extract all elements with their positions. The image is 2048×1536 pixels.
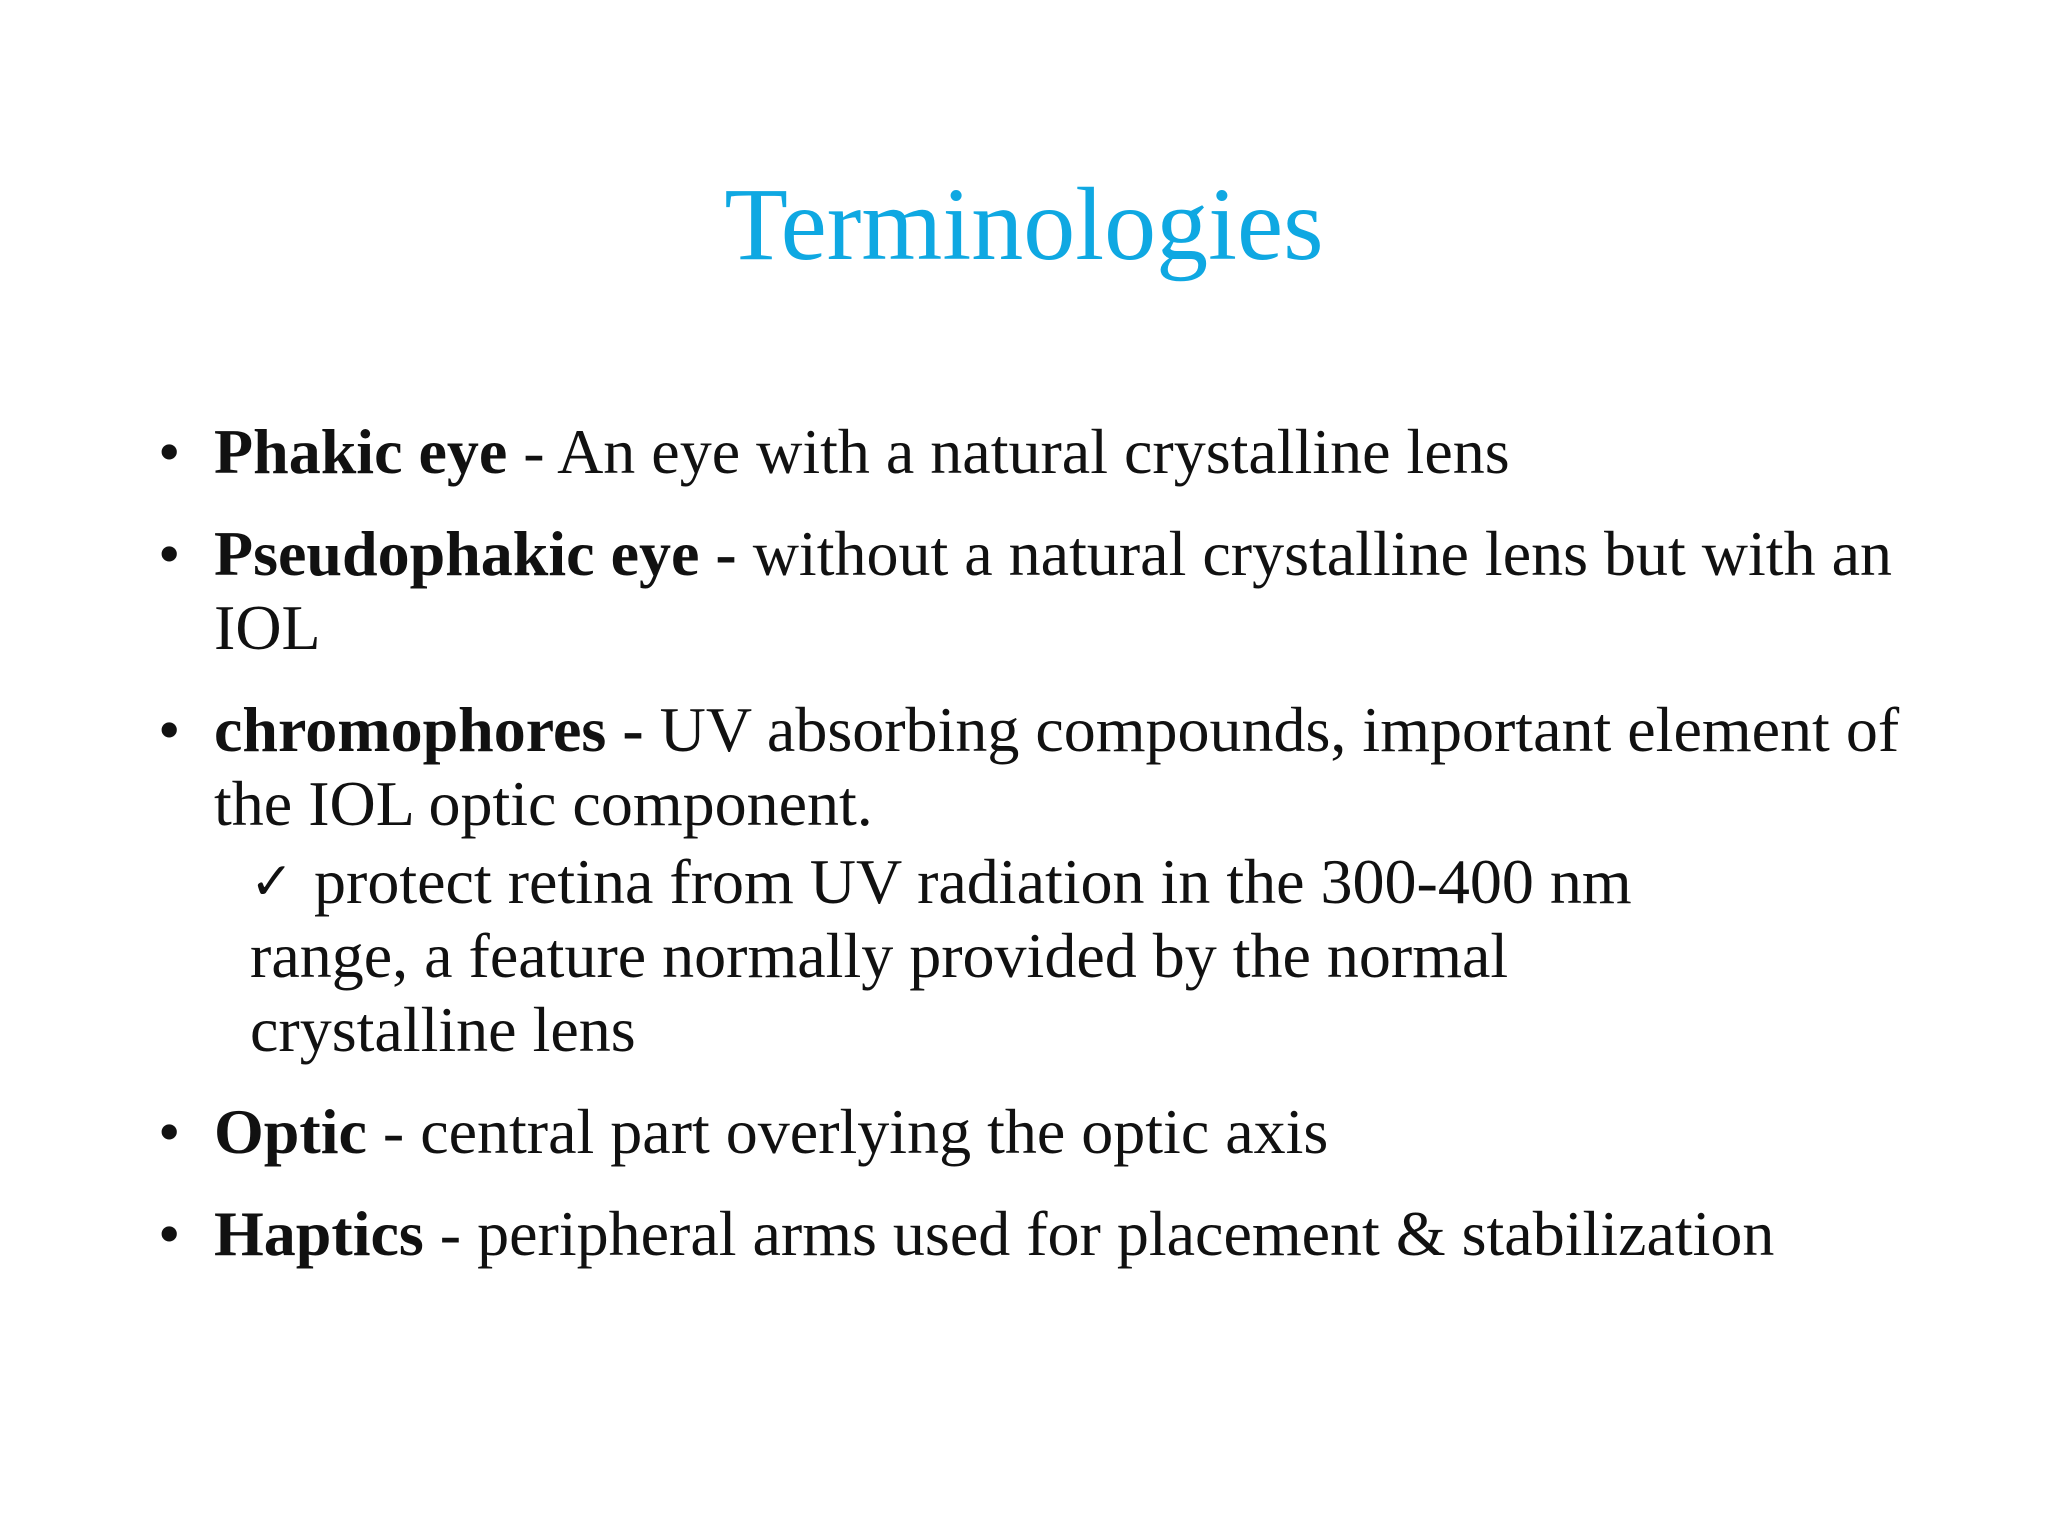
- term-separator: -: [507, 416, 558, 487]
- term-label: Haptics: [214, 1198, 424, 1269]
- term-list: [150, 415, 1990, 1299]
- term-description: peripheral arms used for placement & stabilization: [477, 1198, 1775, 1269]
- term-separator: [644, 694, 660, 765]
- list-item-phakic-eye: [150, 415, 1990, 489]
- term-separator: -: [366, 1096, 421, 1167]
- bullet-icon: •: [158, 416, 181, 487]
- sub-item-text: protect retina from UV radiation in the 300-400 nm range, a feature normally provided by the normal crystalline lens: [250, 846, 1632, 1065]
- slide-title: Terminologies: [724, 167, 1324, 282]
- list-item-haptics: [150, 1197, 1990, 1271]
- term-description: An eye with a natural crystalline lens: [557, 416, 1510, 487]
- term-description: central part overlying the optic axis: [420, 1096, 1329, 1167]
- bullet-icon: •: [158, 1096, 181, 1167]
- term-label: Optic: [214, 1096, 367, 1167]
- term-description: without a natural crystalline lens but with an IOL: [214, 518, 1892, 663]
- term-label: chromophores -: [214, 694, 644, 765]
- term-separator: [737, 518, 753, 589]
- term-label: Phakic eye: [214, 416, 508, 487]
- sub-item-text-wrapper: [250, 845, 1770, 1067]
- bullet-icon: •: [158, 1198, 181, 1269]
- list-item-pseudophakic-eye: [150, 517, 1990, 665]
- list-item-chromophores: [150, 693, 1990, 841]
- term-separator: -: [423, 1198, 478, 1269]
- bullet-icon: •: [158, 518, 181, 589]
- list-item-optic: [150, 1095, 1990, 1169]
- bullet-icon: •: [158, 694, 181, 765]
- sub-list-item-uv-protection: [250, 845, 1770, 1067]
- checkmark-icon: ✓: [250, 852, 294, 912]
- term-description: UV absorbing compounds, important element of the IOL optic component.: [214, 694, 1900, 839]
- term-label: Pseudophakic eye -: [214, 518, 737, 589]
